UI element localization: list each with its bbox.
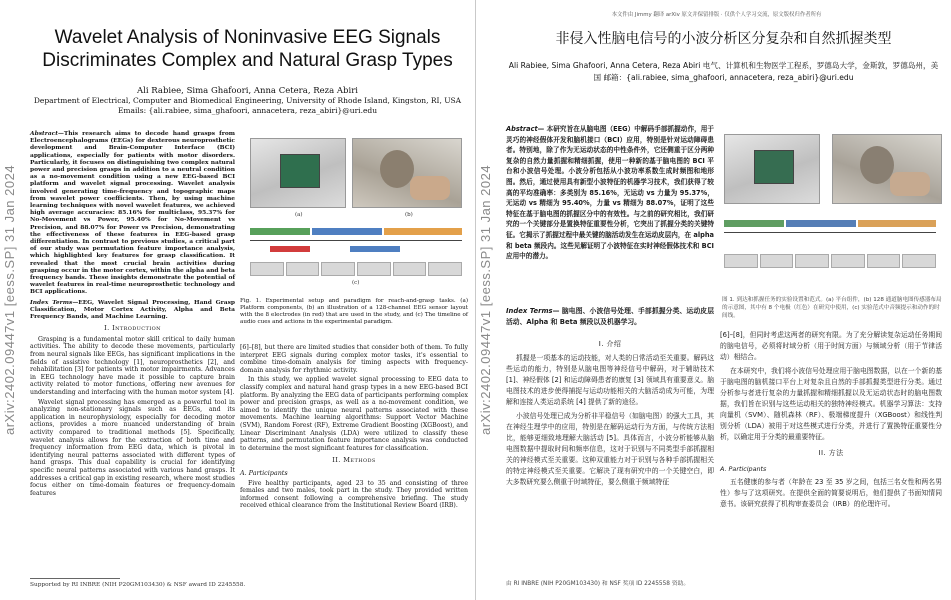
author-block — [30, 86, 465, 116]
translated-right-column — [720, 330, 942, 513]
figure-1 — [240, 132, 465, 302]
figure-caption: Fig. 1. Experimental setup and paradigm for reach-and-grasp tasks. (a) Platform components, (b) an illustration of a 128-channel EEG sensor layout with the 8 electrodes (in red) that are used in the study, and (c) The timeline of audio cues and actions in the experimental paradigm. — [240, 298, 468, 325]
arxiv-stamp: arXiv:2402.09447v1 [eess.SP] 31 Jan 2024 — [2, 164, 17, 436]
thumbnail — [724, 254, 758, 268]
thumbnail — [831, 254, 865, 268]
abstract-label: Abstract — [506, 125, 538, 133]
timeline-segment — [384, 228, 462, 235]
participants-paragraph: Five healthy participants, aged 23 to 35 and consisting of three females and two males, took part in the study. They provided written informed consent following a comprehensive briefing. The study received ethical clearance from the Institutional Review Board (IRB). — [240, 479, 468, 510]
subsection-participants: A. Participants — [720, 465, 767, 473]
translated-title: 非侵入性脑电信号的小波分析区分复杂和自然抓握类型 — [555, 31, 892, 47]
intro-paragraph-1: Grasping is a fundamental motor skill critical to daily human activities. The ability to decode these movements, particularly from neural signals like EEGs, has significant implications in the fields of assistive technology [1], neuroprosthetics [2], and rehabilitation [3] for patients with motor impairments. Advances in EEG technology have made it possible to capture brain activity related to motor functions, offering new avenues for understanding and interfacing with the human motor system [4]. — [30, 335, 235, 397]
thumbnail — [795, 254, 829, 268]
timeline-segment — [350, 246, 400, 252]
translated-figure — [720, 128, 942, 288]
thumbnail — [357, 262, 391, 276]
index-terms-label: Index Terms — [30, 298, 73, 306]
thumbnail — [867, 254, 901, 268]
intro-paragraph-2: 小波信号处理已成为分析非平稳信号（如脑电图）的强大工具，其在神经生理学中的应用，特别是在解码运动行为方面，与传统方法相比，能够更细致地理解大脑活动 [5]。具体而言，小波分析能够从脑电图数据中提取时间和频率信息，这对于识别与不同类型手部抓握相关的神经模式至关重要。这种双重能力对于识别与各种手部抓握相关的特定神经模式至关重要。它解决了现有研究中的一个关键空白，即大多数研究要么侧重于时域特征，要么侧重于频域特征 — [506, 412, 714, 486]
right-col-paragraph-1: [6]–[8], but there are limited studies that consider both of them. To fully interpret EEG signals during complex motor tasks, it's essential to combine time-domain analysis for timing aspects with frequency-domain analysis for rhythmic activity. — [240, 344, 468, 374]
footnote: Supported by RI INBRE (NIH P20GM103430) & NSF award ID 2245558. — [30, 582, 246, 588]
right-column — [240, 344, 468, 512]
translated-footnote: 由 RI INBRE (NIH P20GM103430) 和 NSF 奖项 ID 2245558 资助。 — [506, 581, 690, 587]
right-col-paragraph-2: 在本研究中，我们将小波信号处理应用于脑电图数据，以在一个新的基于脑电图的脑机接口平台上对复杂且自然的手部抓握类型进行分类。通过分析参与者进行复杂的力量抓握和精细抓握以及无运动状态时的脑电图数据，我们旨在识别与这些运动相关的独特神经模式。机器学习算法：支持向量机（SVM）、随机森林（RF）、极端梯度提升（XGBoost）和线性判别分析（LDA）被用于对这些模式进行分类，并进行了置换特征重要性分析，以确定用于分类的最重要特征。 — [720, 367, 942, 441]
arxiv-stamp: arXiv:2402.09447v1 [eess.SP] 31 Jan 2024 — [478, 164, 493, 436]
figure-label-c: (c) — [352, 280, 360, 286]
thumbnail — [393, 262, 427, 276]
timeline-segment — [724, 220, 784, 227]
author-emails: Emails: {ali.rabiee, sima_ghafoori, annacetera, reza_abiri}@uri.edu — [117, 106, 378, 115]
section-methods: II. 方法 — [818, 449, 844, 457]
thumbnail — [286, 262, 320, 276]
translated-authors: Ali Rabiee, Sima Ghafoori, Anna Cetera, Reza Abiri 电气、计算机和生物医学工程系，罗德岛大学，金斯敦，罗德岛州，美国 邮箱：{ali.rabiee, sima_ghafoori, annacetera, reza_abiri}@uri.edu — [508, 61, 939, 82]
figure-thumbnails — [250, 262, 462, 276]
timeline-segment — [250, 228, 310, 235]
figure-photo-screen — [754, 150, 794, 184]
thumbnail — [321, 262, 355, 276]
timeline-segment — [786, 220, 856, 227]
paper-title: Wavelet Analysis of Noninvasive EEG Signals Discriminates Complex and Natural Grasp Types — [42, 27, 453, 71]
timeline-segment — [858, 220, 936, 227]
figure-label-a: (a) — [295, 212, 303, 218]
hand-icon — [890, 172, 930, 196]
index-terms-label: Index Terms — [506, 307, 553, 315]
translated-abstract: Abstract— 本研究旨在从脑电图（EEG）中解码手部抓握动作，用于灵巧的神经假体开发和脑机接口（BCI）应用，特别是针对运动障碍患者。特别地，除了作为无运动状态的中性条件外，它还侧重于区分两种复杂的自然力量抓握和精细抓握，使用一种新的基于脑电图的 BCI 平台和小波信号处理。小波分析包括从小波功率系数生成时频图和地形图。然后，通过使用具有新型小波特征的机器学习技术，我们获得了较高的平均准确率：多类别为 85.16%，无运动 vs 力量为 95.37%，无运动 vs 精细为 95.40%，力量 vs 精细为 88.07%，证明了这些特征在基于脑电图的抓握区分中的有效性。与之前的研究相比，我们研究的一个关键部分是置换特征重要性分析，它突出了抓握分类的关键特征。它揭示了抓握过程中最关键的脑活动发生在运动皮层内，在 alpha 和 beta 频段内。这些见解证明了小波特征在实时神经假体技术和 BCI 应用中的潜力。 — [506, 125, 714, 261]
abstract: Abstract—This research aims to decode hand grasps from Electroencephalograms (EEGs) for dexterous neuroprosthetic development and Brain-Computer Interface (BCI) applications, especially for patients with motor disorders. Particularly, it focuses on distinguishing two complex natural power and precision grasps in addition to a neutral condition as a no-movement condition using a new EEG-based BCI platform and wavelet signal processing. Wavelet analysis involved generating time-frequency and topographic maps from wavelet power coefficients. Then, by using machine learning techniques with novel wavelet features, we achieved high average accuracies: 85.16% for multiclass, 95.37% for No-Movement vs Power, 95.40% for No-Movement vs Precision, and 88.07% for Power vs Precision, demonstrating the effectiveness of these features in EEG-based grasp differentiation. In contrast to previous studies, a critical part of our study was permutation feature importance analysis, which highlighted key features for grasp classification. It revealed that the most crucial brain activities during grasping occur in the motor cortex, within the alpha and beta frequency bands. These insights demonstrate the potential of wavelet features in real-time neuroprosthetic technology and BCI applications. — [30, 130, 235, 296]
original-page — [0, 0, 475, 600]
thumbnail — [428, 262, 462, 276]
right-col-paragraph-2: In this study, we applied wavelet signal processing to EEG data to classify complex and natural hand grasp types in a new EEG-based BCI platform. By analyzing the EEG data of participants performing complex power and precision grasps, as well as a no-movement condition, we aimed to identify the unique neural patterns associated with these movements. Machine learning algorithms: Support Vector Machine (SVM), Random Forest (RF), Extreme Gradient Boosting (XGBoost), and Linear Discriminant Analysis (LDA) were utilized to classify these patterns, and permutation feature importance analysis was conducted to determine the most significant features for classification. — [240, 376, 468, 452]
translated-index-terms: Index Terms— 脑电图、小波信号处理、手部抓握分类、运动皮层活动、Alpha 和 Beta 频段以及机器学习。 — [506, 307, 714, 326]
thumbnail — [760, 254, 794, 268]
figure-timeline — [250, 224, 462, 260]
timeline-segment — [312, 228, 382, 235]
timeline-axis — [724, 232, 936, 233]
thumbnail — [902, 254, 936, 268]
author-names: Ali Rabiee, Sima Ghafoori, Anna Cetera, Reza Abiri — [137, 86, 358, 96]
intro-paragraph-2: Wavelet signal processing has emerged as a powerful tool in analyzing non-stationary signals such as EEGs, and its application in neurophysiology, especially for decoding motor actions, provides a more nuanced understanding of brain activity compared to traditional methods [5]. Specifically, wavelet analysis allows for the extraction of both time and frequency information from EEG data, which is pivotal in identifying neural patterns associated with different types of hand grasps. This dual capability is crucial for identifying specific neural patterns associated with various hand grasps. It addresses a critical gap in existing research, where most studies focus either on time-domain features or frequency-domain features — [30, 398, 235, 497]
figure-timeline — [724, 216, 936, 252]
section-introduction: I. 介绍 — [598, 340, 622, 348]
abstract-label: Abstract — [30, 130, 58, 137]
translation-header: 本文件由 Jimmy 翻译 arXiv 原文并保留排版 · 仅供个人学习交流，原文版权归作者所有 — [611, 12, 822, 18]
section-introduction: I. Introduction — [104, 324, 161, 333]
participant-head-icon — [380, 150, 414, 188]
affiliation: Department of Electrical, Computer and Biomedical Engineering, University of Rhode Island, Kingston, RI, USA — [33, 96, 462, 105]
translated-left-column — [506, 334, 714, 491]
timeline-axis — [250, 240, 462, 241]
figure-label-b: (b) — [405, 212, 413, 218]
index-terms: Index Terms—EEG, Wavelet Signal Processing, Hand Grasp Classification, Motor Cortex Activity, Alpha and Beta Frequency Bands, and Machine Learning. — [30, 298, 236, 321]
subsection-participants: A. Participants — [240, 468, 288, 477]
participants-paragraph: 五名健康的参与者（年龄在 23 至 35 岁之间，包括三名女性和两名男性）参与了这项研究。在提供全面的简要说明后，他们提供了书面知情同意书。该研究获得了机构审查委员会（IRB）的伦理许可。 — [720, 478, 942, 508]
figure-photo-screen — [280, 154, 320, 188]
translated-page — [476, 0, 951, 600]
figure-thumbnails — [724, 254, 936, 268]
translated-figure-caption: 图 1. 到达和抓握任务的实验设置和范式。(a) 平台组件，(b) 128 通道脑电图传感器布局的示意图，其中有 8 个电极（红色）在研究中使用，(c) 实验范式中音频提示和动作的时间线。 — [722, 297, 942, 319]
hand-icon — [410, 176, 450, 200]
section-methods: II. Methods — [332, 456, 376, 465]
timeline-segment — [270, 246, 310, 252]
left-column — [30, 130, 235, 499]
thumbnail — [250, 262, 284, 276]
participant-head-icon — [860, 146, 894, 184]
right-col-paragraph-1: [6]–[8]，但同时考虑这两者的研究有限。为了充分解读复杂运动任务期间的脑电信号，必须将时域分析（用于时间方面）与频域分析（用于节律活动）相结合。 — [720, 331, 942, 361]
footnote-divider — [30, 578, 120, 579]
intro-paragraph-1: 抓握是一项基本的运动技能，对人类的日常活动至关重要。解码这些运动的能力，特别是从脑电图等神经信号中解码，对于辅助技术 [1]、神经假体 [2] 和运动障碍患者的康复 [3] 领域具有重要意义。脑电图技术的进步使得捕捉与运动功能相关的大脑活动成为可能，为理解和连接人类运动系统 [4] 提供了新的途径。 — [506, 354, 714, 406]
